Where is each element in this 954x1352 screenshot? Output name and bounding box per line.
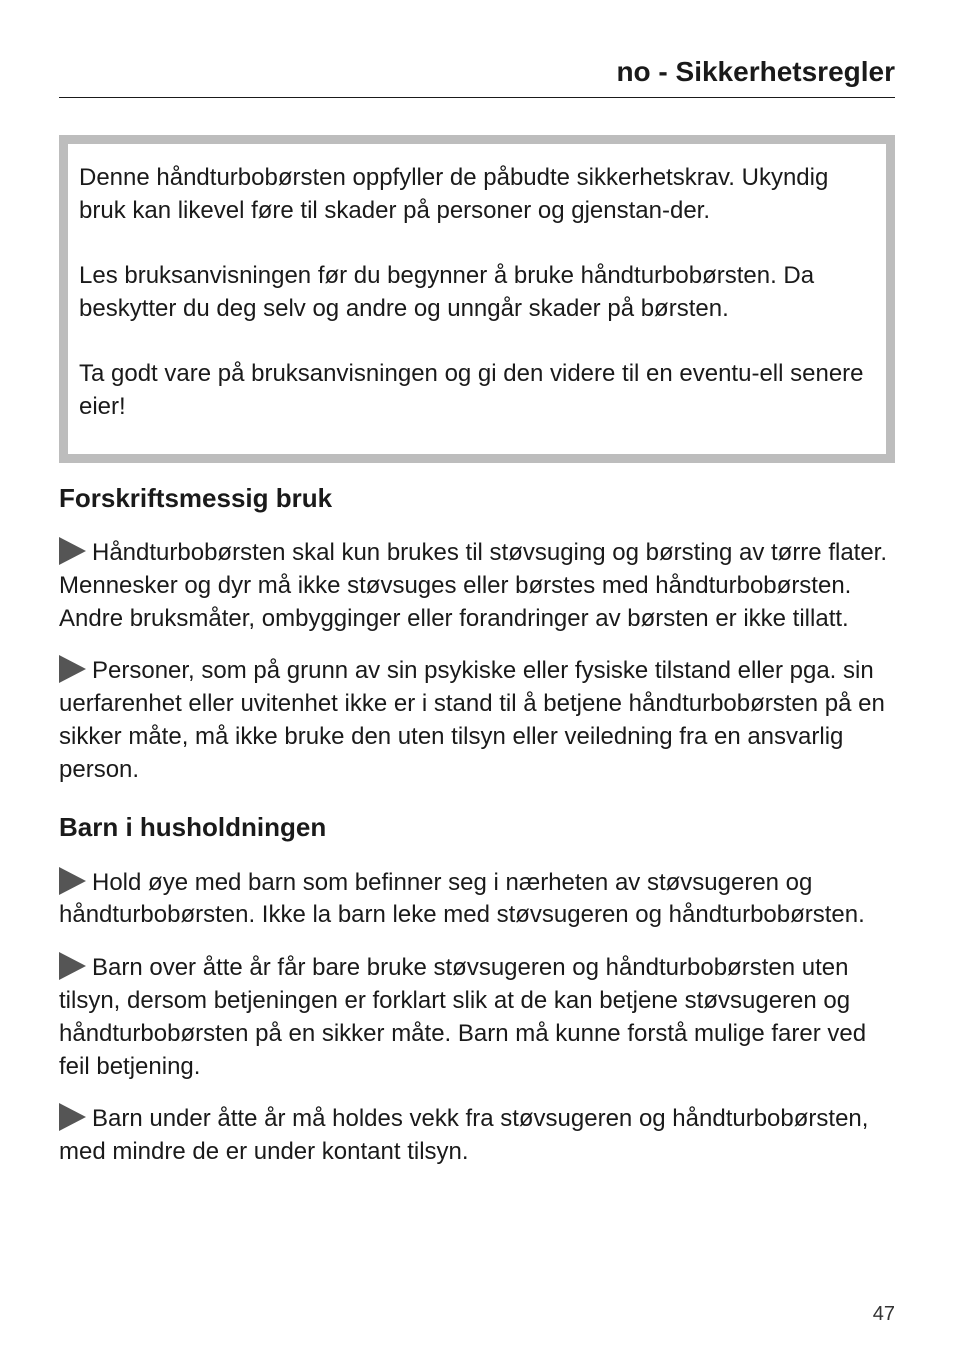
page-header-title: no - Sikkerhetsregler (616, 56, 895, 87)
safety-item-text: Barn over åtte år får bare bruke støvsugeren og håndturbobørsten uten tilsyn, dersom betjeningen er forklart slik at de kan betjene støvsugeren og håndturbobørsten på en sikker måte. Barn må kunne forstå mulige farer ved feil betjening. (59, 954, 867, 1080)
safety-item (59, 655, 897, 786)
safety-item-text: Personer, som på grunn av sin psykiske eller fysiske tilstand eller pga. sin uerfarenhet eller uvitenhet ikke er i stand til å betjene håndturbobørsten på en sikker måte, må ikke bruke den uten tilsyn eller veiledning fra en ansvarlig person. (59, 657, 885, 783)
safety-item-text: Barn under åtte år må holdes vekk fra støvsugeren og håndturbobørsten, med mindre de er under kontant tilsyn. (59, 1105, 869, 1166)
section-title-children: Barn i husholdningen (59, 811, 327, 842)
notice-paragraph: Ta godt vare på bruksanvisningen og gi den videre til en eventu-ell senere eier! (79, 360, 864, 420)
safety-notice-box (59, 135, 895, 463)
safety-item-text: Håndturbobørsten skal kun brukes til støvsuging og børsting av tørre flater. Mennesker og dyr må ikke støvsuges eller børstes med håndturbobørsten. (59, 539, 888, 599)
page-number: 47 (872, 1303, 895, 1325)
safety-item-text: Hold øye med barn som befinner seg i nærheten av støvsugeren og håndturbobørsten. Ikke la barn leke med støvsugeren og håndturbobørsten. (59, 868, 865, 929)
notice-paragraph: Les bruksanvisningen før du begynner å bruke håndturbobørsten. Da beskytter du deg selv og andre og unngår skader på børsten. (79, 262, 815, 322)
safety-item (59, 867, 897, 933)
triangle-arrow-icon (59, 1103, 86, 1131)
triangle-arrow-icon (59, 867, 86, 895)
notice-paragraph: Denne håndturbobørsten oppfyller de påbudte sikkerhetskrav. Ukyndig bruk kan likevel føre til skader på personer og gjenstan-der. (79, 164, 829, 224)
triangle-arrow-icon (59, 952, 86, 980)
section-title-intended-use: Forskriftsmessig bruk (59, 483, 333, 513)
safety-item-extra-text: Andre bruksmåter, ombygginger eller forandringer av børsten er ikke tillatt. (59, 604, 849, 632)
triangle-arrow-icon (59, 655, 86, 683)
main-content (59, 480, 897, 1169)
triangle-arrow-icon (59, 537, 86, 565)
header-divider (59, 97, 895, 98)
safety-item (59, 1103, 897, 1169)
safety-item (59, 952, 897, 1083)
safety-item (59, 537, 897, 635)
